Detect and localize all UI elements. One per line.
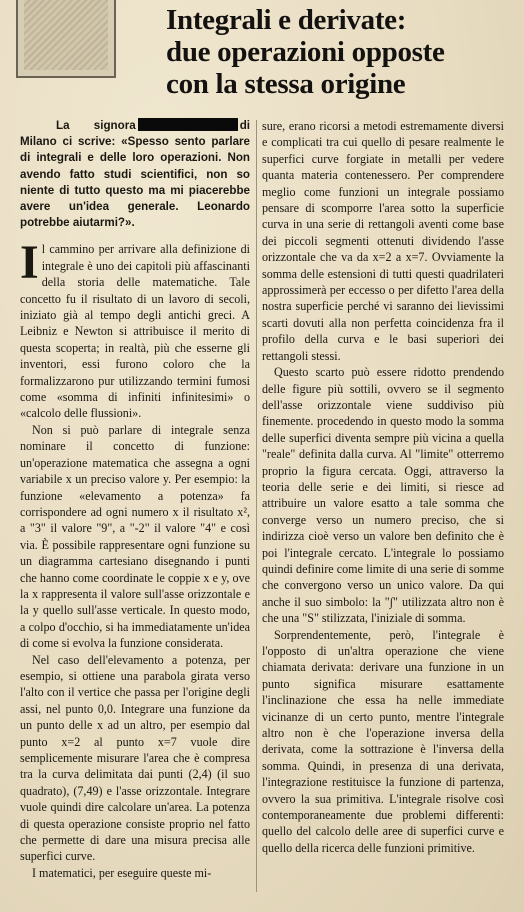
- left-column: [20, 118, 250, 881]
- article-headline: [166, 4, 518, 100]
- right-column: [262, 118, 504, 856]
- headline-line-3: con la stessa origine: [166, 68, 406, 100]
- paragraph: Questo scarto può essere ridotto prendendo delle figure più sottili, ovvero se il segmento dell'asse orizzontale viene suddiviso più finemente. procedendo in questo modo la somma delle superfici diventa sempre più vicina a quella "reale" definita dalla curva. Al "limite" otterremo proprio la figura cercata. Oggi, attraverso la teoria delle serie e dei limiti, si riesce ad attribuire un valore esatto a tale somma che converge verso un numero preciso, che si indirizza cioè verso un valore ben definito che è poi l'integrale cercato. L'integrale lo possiamo quindi definire come limite di una serie di somme che convergono verso un unico valore. Da qui anche il suo simbolo: la "∫" utilizzata altro non è che una "S" stilizzata, l'iniziale di somma.: [262, 365, 504, 626]
- intro-start: La signora: [56, 119, 136, 132]
- redacted-name: [138, 118, 238, 131]
- paragraph-text: l cammino per arrivare alla definizione di integrale è uno dei capitoli più affascinanti della storia delle matematiche. Tale concetto fu il risultato di un lavoro di secoli, iniziato già al tempo degli antichi greci. A Leibniz e Newton si attribuisce il merito di questa scoperta; in realtà, più che esserne gli inventori, essi furono coloro che la formalizzarono pur utilizzando termini fumosi come «somma di infiniti infinitesimi» o «calcolo delle flussioni».: [20, 242, 250, 421]
- intro-rest: di Milano ci scrive: «Spesso sento parlare di integrali e delle loro operazioni. Non avendo fatto studi scientifici, non so niente di tutto questo ma mi piacerebbe avere un'idea generale. Leonardo potrebbe aiutarmi?».: [20, 119, 250, 230]
- paragraph: I matematici, per eseguire queste mi-: [32, 865, 212, 880]
- headline-line-2: due operazioni opposte: [166, 36, 445, 68]
- paragraph: Sorprendentemente, però, l'integrale è l'opposto di un'altra operazione che viene chiamata derivata: derivare una funzione in un punto significa misurare esattamente l'inclinazione che essa ha nelle immediate vicinanze di un certo punto, mentre l'integrale altro non è che l'operazione inversa della derivata, come la sottrazione è l'inversa della somma. Quindi, in presenza di una derivata, l'integrazione restituisce la funzione di partenza, ovvero la sua primitiva. L'integrale risolve così contemporaneamente due problemi differenti: quello del calcolo delle aree di superfici curve e quello della ricerca delle funzioni primitive.: [262, 627, 504, 855]
- reader-question: [20, 118, 250, 231]
- paragraph: Nel caso dell'elevamento a potenza, per esempio, si ottiene una parabola girata verso l'alto con il vertice che passa per l'origine degli assi, nel punto 0,0. Integrare una funzione da un punto delle x ad un altro, per esempio dal punto x=2 al punto x=7 vuole dire semplicemente misurare l'area che è compresa tra la curva delimitata dai punti (2,4) (il suo quadrato), (7,49) e l'asse orizzontale. Integrare vuole quindi dire calcolare un'area. La potenza di questa operazione consiste proprio nel fatto che permette di dare una misura precisa alle superfici curve.: [20, 652, 250, 864]
- headline-line-1: Integrali e derivate:: [166, 4, 407, 36]
- paragraph: sure, erano ricorsi a metodi estremamente diversi e complicati tra cui quello di pesare realmente le superfici curve forgiate in metalli per vedere quanta materia contenessero. Per comprendere meglio come funzioni un integrale possiamo pensare di scomporre l'area sotto la superficie curva in una serie di rettangoli aventi come base dei piccoli segmenti ottenuti dividendo l'asse orizzontale che va da x=2 a x=7. Ovviamente la somma delle estensioni di tutti questi quadrilateri approssimerà per eccesso o per difetto l'area della nostra superficie perché vi saranno dei lievissimi scarti dovuti alla non perfetta coincidenza fra il profilo della curva e le basi superiori dei rettangoli stessi.: [262, 119, 504, 363]
- column-divider: [256, 120, 257, 892]
- paragraph: [20, 236, 250, 421]
- photo-thumbnail: [16, 0, 116, 78]
- drop-cap: I: [20, 236, 39, 290]
- paragraph: Non si può parlare di integrale senza nominare il concetto di funzione: un'operazione matematica che assegna a ogni variabile x un preciso valore y. Per esempio: la funzione «elevamento a potenza» fa corrispondere ad ogni numero x il risultato x², a "3" il valore "9", a "-2" il valore "4" e così via. È possibile rappresentare ogni funzione su un diagramma cartesiano disegnando i punti che hanno come coordinate le coppie x e y, ove la x rappresenta il valore sull'asse orizzontale e la y quello sull'asse verticale. In questo modo, a colpo d'occhio, si ha immediatamente un'idea di come si evolva la funzione considerata.: [20, 422, 250, 651]
